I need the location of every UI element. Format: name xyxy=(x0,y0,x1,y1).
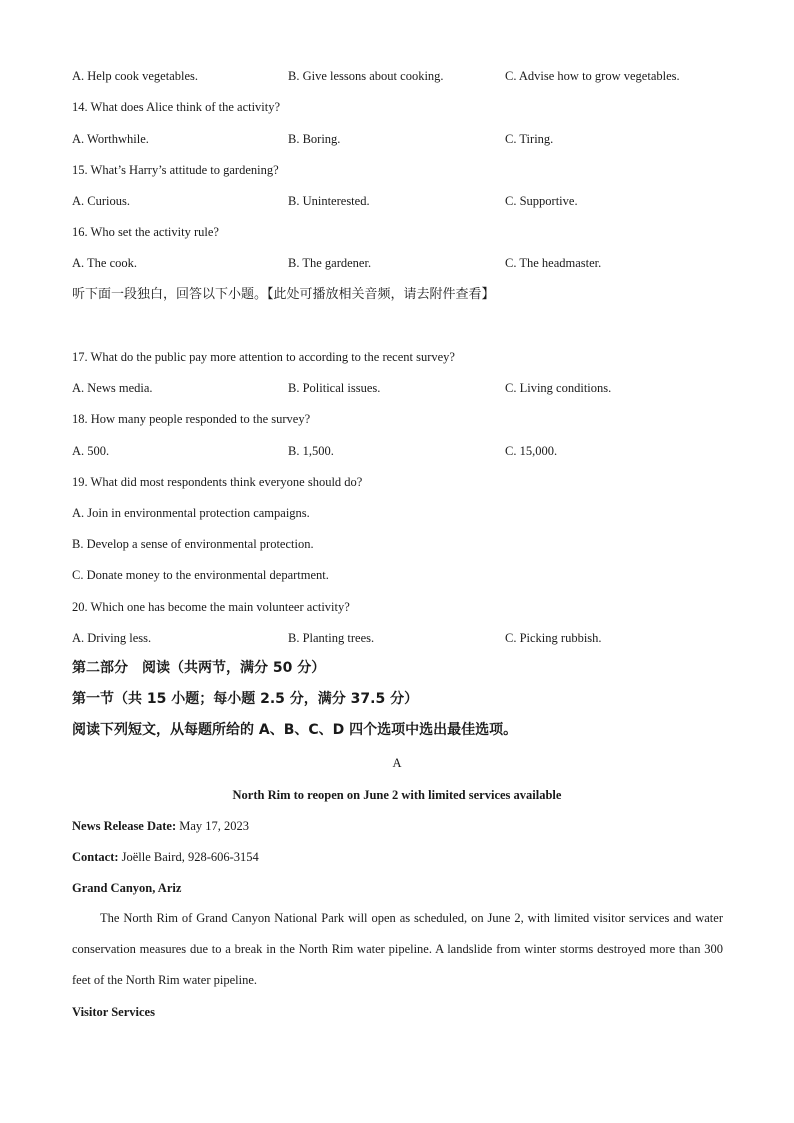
q15-option-c: C. Supportive. xyxy=(505,194,578,208)
q20-question: 20. Which one has become the main volunteer activity? xyxy=(72,600,350,614)
q15-option-a: A. Curious. xyxy=(72,194,130,208)
q14-option-b: B. Boring. xyxy=(288,132,341,146)
q16-option-c: C. The headmaster. xyxy=(505,256,602,270)
q15-question: 15. What’s Harry’s attitude to gardening? xyxy=(72,163,279,177)
section1-heading: 第一节（共 15 小题；每小题 2.5 分，满分 37.5 分） xyxy=(72,691,419,707)
q17-question: 17. What do the public pay more attention to according to the recent survey? xyxy=(72,350,455,364)
q15-option-b: B. Uninterested. xyxy=(288,194,370,208)
contact-label: Contact: xyxy=(72,850,119,864)
q20-option-b: B. Planting trees. xyxy=(288,631,375,645)
q16-option-a: A. The cook. xyxy=(72,256,138,270)
q13-option-b: B. Give lessons about cooking. xyxy=(288,69,444,83)
q19-question: 19. What did most respondents think everyone should do? xyxy=(72,475,363,489)
q17-option-b: B. Political issues. xyxy=(288,381,381,395)
q20-option-a: A. Driving less. xyxy=(72,631,152,645)
q13-option-c: C. Advise how to grow vegetables. xyxy=(505,69,680,83)
q14-option-a: A. Worthwhile. xyxy=(72,132,149,146)
visitor-services-heading: Visitor Services xyxy=(72,1005,155,1019)
q20-option-c: C. Picking rubbish. xyxy=(505,631,602,645)
q19-option-c: C. Donate money to the environmental department. xyxy=(72,568,329,582)
passage-paragraph: The North Rim of Grand Canyon National Park will open as scheduled, on June 2, with limited visitor services and water conservation measures due to a break in the North Rim water pipeline. A landslide from winter storms destroyed more than 300 feet of the North Rim water pipeline. xyxy=(72,911,723,987)
q18-option-c: C. 15,000. xyxy=(505,444,558,458)
q14-question: 14. What does Alice think of the activity? xyxy=(72,100,281,114)
release-date xyxy=(72,818,249,834)
reading-instruction: 阅读下列短文，从每题所给的 A、B、C、D 四个选项中选出最佳选项。 xyxy=(72,722,518,738)
q18-option-b: B. 1,500. xyxy=(288,444,334,458)
q18-option-a: A. 500. xyxy=(72,444,110,458)
q16-question: 16. Who set the activity rule? xyxy=(72,225,219,239)
monologue-instruction: 听下面一段独白，回答以下小题。【此处可播放相关音频，请去附件查看】 xyxy=(72,287,495,302)
location: Grand Canyon, Ariz xyxy=(72,881,182,895)
contact-value: Joëlle Baird, 928-606-3154 xyxy=(118,850,259,864)
contact-line xyxy=(72,849,259,865)
q18-question: 18. How many people responded to the survey? xyxy=(72,412,311,426)
q14-option-c: C. Tiring. xyxy=(505,132,554,146)
release-date-value: May 17, 2023 xyxy=(176,819,250,833)
passage-letter: A xyxy=(392,756,402,770)
passage-title: North Rim to reopen on June 2 with limited services available xyxy=(232,788,562,802)
q17-option-c: C. Living conditions. xyxy=(505,381,612,395)
q13-option-a: A. Help cook vegetables. xyxy=(72,69,199,83)
q17-option-a: A. News media. xyxy=(72,381,153,395)
q19-option-b: B. Develop a sense of environmental protection. xyxy=(72,537,314,551)
part2-heading: 第二部分 阅读（共两节，满分 50 分） xyxy=(72,660,326,676)
q19-option-a: A. Join in environmental protection campaigns. xyxy=(72,506,310,520)
q16-option-b: B. The gardener. xyxy=(288,256,372,270)
release-date-label: News Release Date: xyxy=(72,819,177,833)
